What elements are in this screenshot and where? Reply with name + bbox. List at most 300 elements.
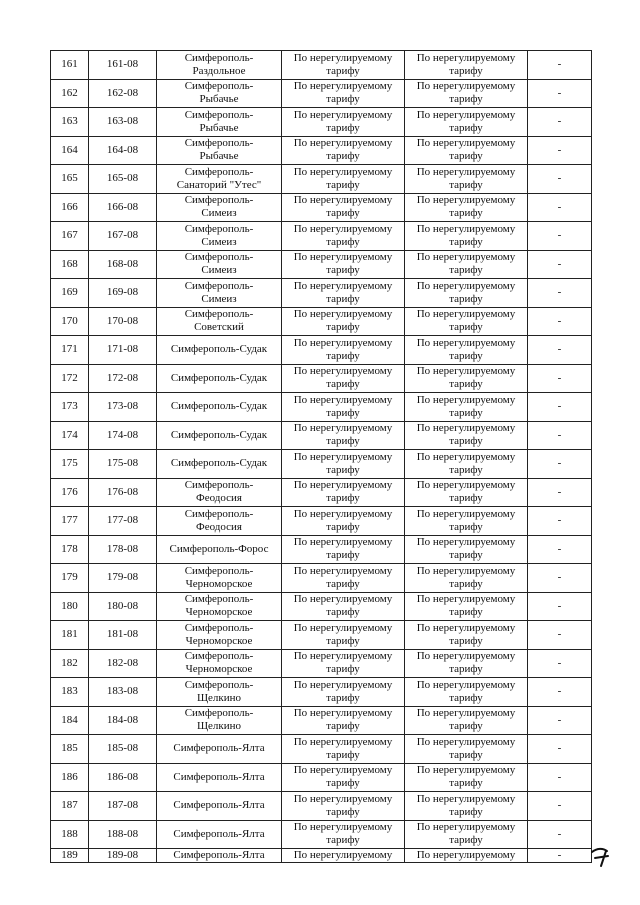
tariff-2 xyxy=(405,307,528,336)
tariff-1-line: По нерегулируемому xyxy=(293,450,393,463)
route-name-line: Симферополь-Ялта xyxy=(173,827,265,840)
empty-dash: - xyxy=(528,136,592,165)
row-number: 161 xyxy=(51,51,89,80)
route-name-line: Симферополь- xyxy=(184,479,254,492)
tariff-2-line: По нерегулируемому xyxy=(416,821,516,834)
tariff-1 xyxy=(282,649,405,678)
route-name-line: Черноморское xyxy=(185,577,253,590)
table-row xyxy=(51,763,592,792)
tariff-1 xyxy=(282,763,405,792)
table-row xyxy=(51,364,592,393)
tariff-1-line: По нерегулируемому xyxy=(293,422,393,435)
route-code: 172-08 xyxy=(89,364,157,393)
empty-dash: - xyxy=(528,763,592,792)
table-row xyxy=(51,393,592,422)
tariff-2-line: По нерегулируемому xyxy=(416,165,516,178)
tariff-2 xyxy=(405,849,528,863)
row-number: 178 xyxy=(51,535,89,564)
empty-dash: - xyxy=(528,108,592,137)
route-name-line: Симферополь-Ялта xyxy=(173,770,265,783)
row-number: 177 xyxy=(51,507,89,536)
table-row xyxy=(51,621,592,650)
tariff-2-line: тарифу xyxy=(449,634,483,647)
empty-dash: - xyxy=(528,735,592,764)
empty-dash: - xyxy=(528,478,592,507)
tariff-2 xyxy=(405,450,528,479)
tariff-1 xyxy=(282,564,405,593)
empty-dash: - xyxy=(528,535,592,564)
route-name xyxy=(157,79,282,108)
empty-dash: - xyxy=(528,222,592,251)
route-name-line: Симферополь- xyxy=(184,308,254,321)
route-code: 179-08 xyxy=(89,564,157,593)
table-row xyxy=(51,450,592,479)
tariff-2 xyxy=(405,222,528,251)
tariff-2-line: По нерегулируемому xyxy=(416,108,516,121)
tariff-2 xyxy=(405,478,528,507)
table-row xyxy=(51,849,592,863)
route-name-line: Раздольное xyxy=(192,64,246,77)
route-code: 174-08 xyxy=(89,421,157,450)
tariff-2 xyxy=(405,706,528,735)
tariff-2-line: тарифу xyxy=(449,207,483,220)
tariff-2-line: тарифу xyxy=(449,720,483,733)
tariff-2 xyxy=(405,621,528,650)
empty-dash: - xyxy=(528,279,592,308)
route-name-line: Симферополь-Судак xyxy=(170,343,268,356)
tariff-1 xyxy=(282,108,405,137)
tariff-1-line: тарифу xyxy=(326,435,360,448)
tariff-2 xyxy=(405,193,528,222)
route-code: 162-08 xyxy=(89,79,157,108)
tariff-2 xyxy=(405,108,528,137)
empty-dash: - xyxy=(528,51,592,80)
row-number: 168 xyxy=(51,250,89,279)
tariff-1-line: По нерегулируемому xyxy=(293,251,393,264)
table-row xyxy=(51,792,592,821)
tariff-1-line: По нерегулируемому xyxy=(293,479,393,492)
empty-dash: - xyxy=(528,165,592,194)
empty-dash: - xyxy=(528,307,592,336)
empty-dash: - xyxy=(528,849,592,863)
tariff-1 xyxy=(282,592,405,621)
route-code: 188-08 xyxy=(89,820,157,849)
tariff-1-line: По нерегулируемому xyxy=(293,593,393,606)
tariff-2-line: тарифу xyxy=(449,435,483,448)
route-name-line: Черноморское xyxy=(185,663,253,676)
row-number: 182 xyxy=(51,649,89,678)
route-code: 171-08 xyxy=(89,336,157,365)
tariff-2-line: По нерегулируемому xyxy=(416,536,516,549)
tariff-1 xyxy=(282,79,405,108)
tariff-1-line: По нерегулируемому xyxy=(293,108,393,121)
route-name-line: Симферополь- xyxy=(184,194,254,207)
row-number: 173 xyxy=(51,393,89,422)
tariff-2-line: тарифу xyxy=(449,121,483,134)
row-number: 180 xyxy=(51,592,89,621)
empty-dash: - xyxy=(528,792,592,821)
tariff-2 xyxy=(405,364,528,393)
tariff-2-line: По нерегулируемому xyxy=(416,393,516,406)
tariff-1-line: По нерегулируемому xyxy=(293,621,393,634)
route-code: 185-08 xyxy=(89,735,157,764)
tariff-2-line: По нерегулируемому xyxy=(416,251,516,264)
row-number: 171 xyxy=(51,336,89,365)
route-name-line: Симферополь- xyxy=(184,707,254,720)
tariff-1-line: тарифу xyxy=(326,321,360,334)
route-name xyxy=(157,307,282,336)
tariff-1 xyxy=(282,250,405,279)
route-name xyxy=(157,279,282,308)
tariff-1-line: По нерегулируемому xyxy=(293,678,393,691)
route-name-line: Рыбачье xyxy=(199,121,239,134)
tariff-1-line: тарифу xyxy=(326,207,360,220)
table-row xyxy=(51,250,592,279)
table-row xyxy=(51,336,592,365)
tariff-2-line: По нерегулируемому xyxy=(416,450,516,463)
table-row xyxy=(51,820,592,849)
route-code: 180-08 xyxy=(89,592,157,621)
tariff-1-line: тарифу xyxy=(326,264,360,277)
tariff-1-line: тарифу xyxy=(326,691,360,704)
route-name xyxy=(157,450,282,479)
row-number: 185 xyxy=(51,735,89,764)
tariff-2-line: тарифу xyxy=(449,93,483,106)
tariff-2 xyxy=(405,79,528,108)
tariff-2-line: тарифу xyxy=(449,748,483,761)
route-name xyxy=(157,421,282,450)
table-row xyxy=(51,136,592,165)
tariff-2-line: По нерегулируемому xyxy=(416,792,516,805)
tariff-2-line: тарифу xyxy=(449,406,483,419)
route-name-line: Симферополь- xyxy=(184,165,254,178)
tariff-1-line: тарифу xyxy=(326,463,360,476)
route-code: 173-08 xyxy=(89,393,157,422)
tariff-2-line: По нерегулируемому xyxy=(416,621,516,634)
route-name-line: Симферополь- xyxy=(184,137,254,150)
route-code: 187-08 xyxy=(89,792,157,821)
tariff-1-line: По нерегулируемому xyxy=(293,51,393,64)
tariff-2-line: По нерегулируемому xyxy=(416,479,516,492)
route-name-line: Симеиз xyxy=(201,264,237,277)
empty-dash: - xyxy=(528,507,592,536)
tariff-1-line: тарифу xyxy=(326,777,360,790)
route-name-line: Симферополь-Судак xyxy=(170,457,268,470)
tariff-1-line: тарифу xyxy=(326,349,360,362)
tariff-1-line: тарифу xyxy=(326,406,360,419)
route-name-line: Феодосия xyxy=(196,492,242,505)
tariff-1-line: По нерегулируемому xyxy=(293,764,393,777)
row-number: 164 xyxy=(51,136,89,165)
route-name-line: Санаторий "Утес" xyxy=(176,178,262,191)
tariff-1-line: тарифу xyxy=(326,720,360,733)
empty-dash: - xyxy=(528,678,592,707)
route-name-line: Симферополь- xyxy=(184,222,254,235)
table-row xyxy=(51,507,592,536)
route-code: 178-08 xyxy=(89,535,157,564)
route-name xyxy=(157,649,282,678)
tariff-2-line: По нерегулируемому xyxy=(416,678,516,691)
tariff-1-line: тарифу xyxy=(326,121,360,134)
tariff-1 xyxy=(282,478,405,507)
table-row xyxy=(51,279,592,308)
tariff-1-line: тарифу xyxy=(326,492,360,505)
table-row xyxy=(51,478,592,507)
tariff-1-line: По нерегулируемому xyxy=(293,222,393,235)
route-name xyxy=(157,165,282,194)
table-row xyxy=(51,421,592,450)
tariff-2 xyxy=(405,507,528,536)
route-name xyxy=(157,706,282,735)
route-name xyxy=(157,564,282,593)
tariff-2-line: По нерегулируемому xyxy=(416,735,516,748)
route-code: 182-08 xyxy=(89,649,157,678)
empty-dash: - xyxy=(528,564,592,593)
route-code: 189-08 xyxy=(89,849,157,863)
tariff-1 xyxy=(282,507,405,536)
tariff-1-line: тарифу xyxy=(326,805,360,818)
route-code: 186-08 xyxy=(89,763,157,792)
route-name xyxy=(157,393,282,422)
route-name-line: Симеиз xyxy=(201,207,237,220)
tariff-2-line: По нерегулируемому xyxy=(416,336,516,349)
route-name xyxy=(157,336,282,365)
tariff-2-line: По нерегулируемому xyxy=(416,80,516,93)
tariff-2-line: тарифу xyxy=(449,264,483,277)
route-name-line: Рыбачье xyxy=(199,93,239,106)
row-number: 187 xyxy=(51,792,89,821)
tariff-1-line: По нерегулируемому xyxy=(293,821,393,834)
tariff-2-line: тарифу xyxy=(449,349,483,362)
tariff-2-line: тарифу xyxy=(449,64,483,77)
tariff-2 xyxy=(405,136,528,165)
tariff-2 xyxy=(405,393,528,422)
tariff-2-line: По нерегулируемому xyxy=(416,365,516,378)
tariff-1-line: По нерегулируемому xyxy=(293,279,393,292)
tariff-2-line: тарифу xyxy=(449,577,483,590)
tariff-2-line: тарифу xyxy=(449,777,483,790)
table-row xyxy=(51,706,592,735)
route-name-line: Симферополь- xyxy=(184,650,254,663)
tariff-2-line: тарифу xyxy=(449,691,483,704)
route-name xyxy=(157,193,282,222)
row-number: 186 xyxy=(51,763,89,792)
route-name xyxy=(157,250,282,279)
tariff-1-line: По нерегулируемому xyxy=(293,165,393,178)
route-name-line: Симферополь-Ялта xyxy=(173,849,265,861)
route-name xyxy=(157,535,282,564)
tariff-1-line: По нерегулируемому xyxy=(293,564,393,577)
tariff-1 xyxy=(282,279,405,308)
tariff-2 xyxy=(405,820,528,849)
tariff-2-line: тарифу xyxy=(449,549,483,562)
route-name-line: Симферополь-Судак xyxy=(170,371,268,384)
tariff-2-line: По нерегулируемому xyxy=(416,51,516,64)
tariff-1 xyxy=(282,621,405,650)
row-number: 172 xyxy=(51,364,89,393)
route-code: 167-08 xyxy=(89,222,157,251)
tariff-1 xyxy=(282,165,405,194)
route-name xyxy=(157,792,282,821)
tariff-2 xyxy=(405,792,528,821)
tariff-2 xyxy=(405,678,528,707)
tariff-2-line: По нерегулируемому xyxy=(416,279,516,292)
tariff-1 xyxy=(282,364,405,393)
tariff-1 xyxy=(282,706,405,735)
tariff-1 xyxy=(282,421,405,450)
route-name-line: Симферополь- xyxy=(184,279,254,292)
route-code: 165-08 xyxy=(89,165,157,194)
tariff-2 xyxy=(405,564,528,593)
tariff-1-line: тарифу xyxy=(326,93,360,106)
tariff-1-line: По нерегулируемому xyxy=(293,137,393,150)
tariff-2 xyxy=(405,592,528,621)
tariff-1-line: По нерегулируемому xyxy=(293,308,393,321)
route-name-line: Симферополь- xyxy=(184,621,254,634)
route-name-line: Советский xyxy=(194,321,244,334)
tariff-1-line: По нерегулируемому xyxy=(293,507,393,520)
tariff-1-line: По нерегулируемому xyxy=(293,194,393,207)
tariff-1 xyxy=(282,336,405,365)
route-name-line: Симферополь- xyxy=(184,251,254,264)
route-name xyxy=(157,621,282,650)
tariff-2-line: По нерегулируемому xyxy=(416,308,516,321)
route-name-line: Щелкино xyxy=(196,720,242,733)
route-name-line: Симферополь- xyxy=(184,108,254,121)
tariff-1-line: По нерегулируемому xyxy=(293,792,393,805)
route-name-line: Симферополь-Судак xyxy=(170,400,268,413)
row-number: 169 xyxy=(51,279,89,308)
table-row xyxy=(51,678,592,707)
table-row xyxy=(51,108,592,137)
route-code: 164-08 xyxy=(89,136,157,165)
row-number: 184 xyxy=(51,706,89,735)
tariff-2 xyxy=(405,250,528,279)
route-code: 170-08 xyxy=(89,307,157,336)
tariff-1-line: тарифу xyxy=(326,378,360,391)
empty-dash: - xyxy=(528,364,592,393)
tariff-1 xyxy=(282,735,405,764)
tariff-2-line: По нерегулируемому xyxy=(416,507,516,520)
routes-table-body xyxy=(51,51,592,863)
tariff-1 xyxy=(282,307,405,336)
tariff-2 xyxy=(405,649,528,678)
tariff-2-line: По нерегулируемому xyxy=(416,593,516,606)
route-name xyxy=(157,592,282,621)
tariff-1-line: тарифу xyxy=(326,235,360,248)
tariff-2-line: тарифу xyxy=(449,606,483,619)
route-name-line: Черноморское xyxy=(185,606,253,619)
row-number: 183 xyxy=(51,678,89,707)
route-code: 169-08 xyxy=(89,279,157,308)
route-name-line: Черноморское xyxy=(185,634,253,647)
tariff-2-line: По нерегулируемому xyxy=(416,849,516,861)
route-code: 177-08 xyxy=(89,507,157,536)
tariff-1-line: По нерегулируемому xyxy=(293,536,393,549)
table-row xyxy=(51,51,592,80)
route-name xyxy=(157,763,282,792)
row-number: 176 xyxy=(51,478,89,507)
route-name-line: Щелкино xyxy=(196,691,242,704)
tariff-2-line: тарифу xyxy=(449,178,483,191)
tariff-2-line: тарифу xyxy=(449,834,483,847)
tariff-2 xyxy=(405,535,528,564)
row-number: 163 xyxy=(51,108,89,137)
tariff-1 xyxy=(282,393,405,422)
table-row xyxy=(51,535,592,564)
route-name xyxy=(157,222,282,251)
route-name-line: Симферополь- xyxy=(184,678,254,691)
tariff-1 xyxy=(282,136,405,165)
row-number: 170 xyxy=(51,307,89,336)
route-name xyxy=(157,364,282,393)
route-code: 161-08 xyxy=(89,51,157,80)
row-number: 179 xyxy=(51,564,89,593)
tariff-1 xyxy=(282,792,405,821)
tariff-2-line: По нерегулируемому xyxy=(416,137,516,150)
empty-dash: - xyxy=(528,250,592,279)
route-code: 184-08 xyxy=(89,706,157,735)
route-name-line: Феодосия xyxy=(196,520,242,533)
tariff-1-line: тарифу xyxy=(326,606,360,619)
route-name-line: Симферополь-Ялта xyxy=(173,799,265,812)
route-name-line: Симферополь- xyxy=(184,564,254,577)
row-number: 162 xyxy=(51,79,89,108)
tariff-1 xyxy=(282,849,405,863)
route-name-line: Симферополь- xyxy=(184,80,254,93)
row-number: 167 xyxy=(51,222,89,251)
route-code: 181-08 xyxy=(89,621,157,650)
empty-dash: - xyxy=(528,336,592,365)
row-number: 181 xyxy=(51,621,89,650)
empty-dash: - xyxy=(528,393,592,422)
table-row xyxy=(51,564,592,593)
tariff-1-line: тарифу xyxy=(326,64,360,77)
tariff-1-line: тарифу xyxy=(326,634,360,647)
tariff-1-line: тарифу xyxy=(326,663,360,676)
empty-dash: - xyxy=(528,592,592,621)
route-name xyxy=(157,136,282,165)
tariff-1-line: По нерегулируемому xyxy=(293,849,393,861)
route-name-line: Симферополь- xyxy=(184,507,254,520)
route-code: 166-08 xyxy=(89,193,157,222)
tariff-2-line: По нерегулируемому xyxy=(416,194,516,207)
tariff-2-line: По нерегулируемому xyxy=(416,707,516,720)
tariff-1-line: тарифу xyxy=(326,292,360,305)
row-number: 189 xyxy=(51,849,89,863)
empty-dash: - xyxy=(528,450,592,479)
route-name xyxy=(157,478,282,507)
route-name xyxy=(157,507,282,536)
tariff-2 xyxy=(405,165,528,194)
tariff-1 xyxy=(282,450,405,479)
route-name-line: Симферополь- xyxy=(184,593,254,606)
tariff-2 xyxy=(405,421,528,450)
handwritten-mark-icon xyxy=(589,842,611,868)
tariff-1-line: По нерегулируемому xyxy=(293,650,393,663)
route-name xyxy=(157,849,282,863)
row-number: 175 xyxy=(51,450,89,479)
route-name xyxy=(157,820,282,849)
empty-dash: - xyxy=(528,706,592,735)
tariff-1-line: тарифу xyxy=(326,520,360,533)
tariff-2 xyxy=(405,336,528,365)
tariff-2-line: тарифу xyxy=(449,463,483,476)
tariff-2-line: тарифу xyxy=(449,805,483,818)
tariff-2-line: По нерегулируемому xyxy=(416,222,516,235)
tariff-2-line: тарифу xyxy=(449,292,483,305)
tariff-1 xyxy=(282,535,405,564)
